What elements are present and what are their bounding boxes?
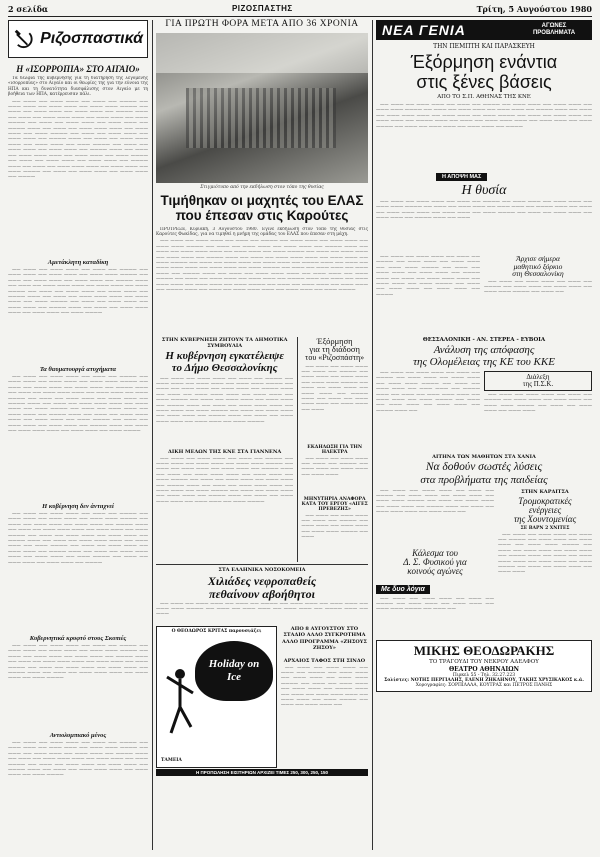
subhead-kyvernisi: Η κυβέρνηση δεν άντιιχνεί bbox=[42, 503, 114, 510]
ancient-tomb-headline: ΑΡΧΑΙΟΣ ΤΑΦΟΣ ΣΤΗ ΣΙΝΔΟ bbox=[283, 657, 366, 664]
nephro-kicker: ΣΤΑ ΕΛΛΗΝΙΚΑ ΝΟΣΟΚΟΜΕΙΑ bbox=[218, 566, 306, 573]
kne-school-box bbox=[484, 255, 592, 335]
skater-icon bbox=[163, 667, 197, 737]
ametakliti-body: —— ——— —— ——— ——— —— ——— —— ———— —— ——— ——— —— ——— ——— —— ——— ——— ———— —— ——— —— ——— ——— —— ——— ——— —— ———— ——— —— ——— —— ——— ——— ——— —— ——— ——— —— ——— ———— —— ——— —— ——— ——— —— ——— ——— —— ———— ——— —— ——— —— ——— ——— ——— —— ——— ——— —— ——— ———— —— ——— —— ——— ——— —— ——— ——— —— ———— ——— —— ——— —— ——— ——— ——— —— ——— ——— —— ——— ———— bbox=[8, 268, 148, 317]
karditsa-1: Τρομοκρατικές bbox=[518, 495, 572, 506]
banner-main: ΝΕΑ ΓΕΝΙΑ bbox=[382, 22, 466, 38]
karoutes-headline-1: Τιμήθηκαν οι μαχητές του ΕΛΑΣ bbox=[160, 192, 364, 208]
banner-sub: ΑΓΩΝΕΣ ΠΡΟΒΛΗΜΑΤΑ bbox=[532, 23, 576, 36]
psk-box bbox=[484, 371, 592, 453]
psk-body: —— ——— —— ——— ——— —— ——— —— ———— —— ——— ——— —— ——— ——— —— ——— ——— ———— —— ——— —— ——— ——— —— ——— ——— bbox=[484, 393, 592, 415]
subhead-antiolympiako: Αντιολυμπιακό μένος bbox=[49, 732, 107, 739]
kne-trial-body: —— ——— —— ——— ——— —— ——— —— ———— —— ——— ——— —— ——— ——— —— ——— ——— ———— —— ——— —— ——— ——— —— ——— ——— —— ———— ——— —— ——— —— ——— ——— ——— —— ——— ——— —— ——— ———— —— ——— —— ——— ——— —— ——— ——— —— ———— ——— —— ——— —— ——— ——— ——— —— ——— ——— —— ——— ———— —— ——— —— ——— ——— —— ——— ——— —— ———— ——— —— ——— —— ——— ——— ——— —— ——— ——— —— ——— ———— bbox=[156, 456, 294, 505]
students-body: —— ——— —— ——— ——— —— ——— —— ———— —— ——— ——— —— ——— ——— —— ——— ——— ———— —— ——— —— ——— ——— —— ——— ——— —— ———— ——— —— ——— —— ——— ——— ——— —— ——— ——— —— bbox=[376, 488, 494, 516]
nephro-headline-1: Χιλιάδες νεφροπαθείς bbox=[207, 573, 317, 588]
ad-tameia: ΤΑΜΕΙΑ bbox=[161, 757, 182, 763]
analysis-headline-1: Ανάλυση της απόφασης bbox=[433, 344, 535, 356]
ancient-tomb-body: —— ——— —— ——— ——— —— ——— —— ———— —— ——— ——— —— ——— ——— —— ——— ——— ———— —— ——— —— ——— ——— —— ——— ——— —— ———— ——— —— ——— —— ——— ——— ——— —— ——— ——— —— ——— ———— —— ——— —— ——— ——— —— bbox=[280, 665, 368, 709]
thysia-headline: Η θυσία bbox=[461, 183, 507, 198]
karoutes-photo bbox=[156, 33, 368, 183]
ilektra-body: —— ——— —— ——— ——— —— ——— —— ———— —— ——— ——— —— ——— ——— —— ——— ——— bbox=[301, 456, 368, 478]
bases-subkicker: ΑΠΟ ΤΟ Σ.Π. ΑΘΗΝΑΣ ΤΗΣ ΚΝΕ bbox=[437, 94, 531, 100]
ad-logo bbox=[195, 641, 273, 701]
kne-note-2: μαθητικό ξόρκιο bbox=[513, 261, 563, 271]
isorropia-headline: Η «ΙΣΟΡΡΟΠΙΑ» ΣΤΟ ΑΙΓΑΙΟ» bbox=[16, 64, 140, 74]
column-divider bbox=[372, 20, 373, 850]
subhead-kryfto: Κυβερνητικά κρυφτό στους Σκοπιές bbox=[29, 635, 127, 642]
page-number: 2 σελίδα bbox=[8, 4, 49, 14]
right-lower-row bbox=[376, 489, 592, 637]
column-right bbox=[376, 20, 592, 850]
column-center bbox=[156, 20, 368, 850]
kalesma-3: κοινούς αγώνες bbox=[407, 565, 463, 576]
subhead-ametakliti: Αμετάκλητη καταδίκη bbox=[47, 259, 109, 266]
header-rule bbox=[8, 16, 592, 17]
karditsa-sub: ΣΕ ΒΑΡΝ 2 ΧΝΙΤΕΣ bbox=[520, 525, 570, 531]
bases-headline-2: στις ξένες βάσεις bbox=[416, 72, 552, 92]
analysis-headline-2: της Ολομέλειας της ΚΕ του ΚΚΕ bbox=[413, 356, 555, 368]
nephro-story bbox=[156, 564, 368, 624]
theatre-choreo: Χορογραφίες: ΣΟΡΠΙΛΑΛΑ, ΚΟΥΤΡΑΣ και ΠΕΤΡΟΣ ΠΑΝΗΣ bbox=[415, 682, 553, 688]
analysis-body: —— ——— —— ——— ——— —— ——— —— ———— —— ——— ——— —— ——— ——— —— ——— ——— ———— —— ——— —— ——— ——— —— ——— ——— —— ———— ——— —— ——— —— ——— ——— ——— —— ——— ——— —— ——— ———— —— ——— —— ——— ——— —— ——— ——— —— ———— ——— —— bbox=[376, 371, 480, 414]
theatre-soloists: Σολίστες: ΝΟΤΗΣ ΠΕΡΓΙΑΛΗΣ, ΕΛΕΝΗ ΖΗΚΛΗΝΟΥ, ΤΑΚΗΣ ΧΡΥΣΙΚΑΚΟΣ κ.ά. bbox=[384, 677, 584, 683]
thessaloniki-headline-1: Η κυβέρνηση εγκατέλειψε bbox=[165, 349, 284, 362]
students-kicker: ΑΙΤΗΝΑ ΤΩΝ ΜΑΘΗΤΩΝ ΣΤΑ ΧΑΝΙΑ bbox=[432, 454, 536, 460]
nephro-body: —— ——— —— ——— ——— —— ——— —— ———— —— ——— ——— —— ——— ——— —— ——— ——— ———— —— ——— —— ——— ——— —— ——— ——— —— ———— ——— —— ——— bbox=[156, 601, 368, 618]
kryfto-body: —— ——— —— ——— ——— —— ——— —— ———— —— ——— ——— —— ——— ——— —— ——— ——— ———— —— ——— —— ——— ——— —— ——— ——— —— ———— ——— —— ——— —— ——— ——— ——— —— ——— ——— —— ——— ———— —— ——— —— ——— ——— —— ——— ——— —— ———— ——— —— ——— —— ——— ——— ——— —— ——— ——— —— ——— ———— bbox=[8, 644, 148, 682]
ilektra-headline: ΕΚΔΗΛΩΣΗ ΓΙΑ ΤΗΝ ΗΛΕΚΤΡΑ bbox=[307, 444, 363, 455]
column-rizospastika bbox=[8, 20, 148, 850]
issue-date: Τρίτη, 5 Αυγούστου 1980 bbox=[476, 4, 592, 14]
exormisi-headline-1: Έξόρμηση bbox=[316, 335, 353, 346]
kalesma-1: Κάλεσμα του bbox=[412, 547, 458, 558]
theodorakis-name: ΜΙΚΗΣ ΘΕΟΔΩΡΑΚΗΣ bbox=[413, 642, 555, 658]
bases-body: —— ——— —— ——— ——— —— ——— —— ———— —— ——— ——— —— ——— ——— —— ——— ——— ———— —— ——— —— ——— ——— —— ——— ——— —— ———— ——— —— ——— —— ——— ——— ——— —— ——— ——— —— ——— ———— —— ——— —— ——— ——— —— ——— ——— —— ———— ——— —— ——— —— ——— ——— ——— —— ——— ——— —— ——— ———— —— ——— —— ——— ——— —— ——— ——— —— ———— bbox=[376, 103, 592, 130]
kalesma-2: Δ. Σ. Φυσικού για bbox=[403, 556, 467, 567]
thessaloniki-headline-2: το Δήμο Θεσσαλονίκης bbox=[171, 361, 278, 374]
psk-2: της Π.Σ.Κ. bbox=[522, 380, 554, 388]
psk-lecture bbox=[484, 371, 592, 391]
region-kicker: ΘΕΣΣΑΛΟΝΙΚΗ - ΑΝ. ΣΤΕΡΕΑ - ΕΥΒΟΙΑ bbox=[422, 337, 546, 343]
preveza-headline: ΜΗΝΥΤΗΡΙΑ ΑΝΑΦΟΡΑ ΚΑΤΑ ΤΟΥ ΕΡΓΟΥ «ΑΙΓΕΣ ΠΡΕΒΕΖΗΣ» bbox=[301, 496, 368, 512]
atyximata-body: —— ——— —— ——— ——— —— ——— —— ———— —— ——— ——— —— ——— ——— —— ——— ——— ———— —— ——— —— ——— ——— —— ——— ——— —— ———— ——— —— ——— —— ——— ——— ——— —— ——— ——— —— ——— ———— —— ——— —— ——— ——— —— ——— ——— —— ———— ——— —— ——— —— ——— ——— ——— —— ——— ——— —— ——— ———— —— ——— —— ——— ——— —— ——— ——— —— ———— ——— —— ——— —— ——— ——— ——— —— ——— ——— —— ——— ———— —— ——— —— ——— ——— —— ——— ——— —— ———— ——— —— ——— —— ——— ——— ——— —— ——— ——— —— ——— ———— bbox=[8, 375, 148, 435]
right-mid-row-1 bbox=[376, 255, 592, 335]
short-news-label: Με δυο λόγια bbox=[376, 585, 430, 594]
kne-note-1: Άρχισε σήμερα bbox=[516, 254, 560, 263]
center-lower-block bbox=[156, 337, 368, 562]
nephro-headline-2: πεθαίνουν αβοήθητοι bbox=[209, 586, 315, 601]
exormisi-headline-3: του «Ριζοσπάστη» bbox=[305, 352, 365, 362]
photo-caption: Στιγμιότυπο από την εκδήλωση στον τόπο της θυσίας bbox=[200, 184, 324, 190]
isorropia-body: Τα δέλφια της κυβέρνησης για τη διατήρηση της λεγόμενης «ισορροπίας» στο Αιγαίο και οι θεωρίες της για την εύνοια της ΗΠΑ και τη δυνατότητα διασφάλισης στον Αιγαίο με τη βοήθεια των ΗΠΑ, κατέρρευσαν πάλι. —— ——— —— ——— ——— —— ——— —— ———— —— ——— ——— —— ——— ——— —— ——— ——— ———— —— ——— —— ——— ——— —— ——— ——— —— ———— ——— —— ——— —— ——— ——— ——— —— ——— ——— —— ——— ———— —— ——— —— ——— ——— —— ——— ——— —— ———— ——— —— ——— —— ——— ——— ——— —— ——— ——— —— ——— ———— —— ——— —— ——— ——— —— ——— ——— —— ———— ——— —— ——— —— ——— ——— ——— —— ——— ——— —— ——— ———— —— ——— —— ——— ——— —— ——— ——— —— ———— ——— —— ——— —— ——— ——— ——— —— ——— ——— —— ——— ———— —— ——— —— ——— ——— —— ——— ——— —— ———— ——— —— ——— —— ——— ——— ——— —— ——— ——— —— ——— ———— —— ——— —— ——— ——— —— ——— ——— —— ———— bbox=[8, 76, 148, 181]
masthead: ΡΙΖΟΣΠΑΣΤΗΣ bbox=[231, 4, 293, 13]
ad-strip: Η ΠΡΟΠΩΛΗΣΗ ΕΙΣΙΤΗΡΙΩΝ ΑΡΧΙΖΕΙ ΤΙΜΕΣ 250, 300, 250, 150 bbox=[156, 769, 368, 776]
short-news-body: —— ——— —— ——— ——— —— ——— —— ———— —— ——— ——— —— ——— ——— —— ——— ——— ———— —— ——— —— bbox=[376, 596, 494, 613]
kne-note-body: —— ——— —— ——— ——— —— ——— —— ———— —— ——— ——— —— ——— ——— —— ——— ——— ———— —— ——— —— bbox=[484, 279, 592, 296]
right-mid-row-2 bbox=[376, 371, 592, 453]
ad-title: Holiday on Ice bbox=[208, 658, 260, 683]
center-top-headline: ΓΙΑ ΠΡΩΤΗ ΦΟΡΑ ΜΕΤΑ ΑΠΟ 36 ΧΡΟΝΙΑ bbox=[165, 19, 359, 29]
karoutes-headline-2: που έπεσαν στις Καρούτες bbox=[175, 208, 349, 223]
bases-kicker: ΤΗΝ ΠΕΜΠΤΗ ΚΑΙ ΠΑΡΑΣΚΕΥΗ bbox=[433, 43, 535, 50]
karditsa-kicker: ΣΤΗΝ ΚΑΡΔΙΤΣΑ bbox=[521, 488, 569, 495]
center-bottom-block bbox=[156, 626, 368, 768]
thysia-body: —— ——— —— ——— ——— —— ——— —— ———— —— ——— ——— —— ——— ——— —— ——— ——— ———— —— ——— —— ——— ——— —— ——— ——— —— ———— ——— —— ——— —— ——— ——— ——— —— ——— ——— —— ——— ———— —— ——— —— ——— ——— —— ——— ——— —— ———— ——— —— ——— bbox=[376, 200, 592, 222]
karditsa-body: —— ——— —— ——— ——— —— ——— —— ———— —— ——— ——— —— ——— ——— —— ——— ——— ———— —— ——— —— ——— ——— —— ——— ——— —— ———— ——— —— ——— —— ——— ——— ——— —— ——— ——— —— ——— ———— —— ——— —— ——— ——— —— ——— ——— bbox=[498, 532, 592, 576]
subhead-atyximata: Τα θαυματουργά ατυχήματα bbox=[39, 366, 117, 373]
right-lower-left bbox=[376, 489, 494, 637]
nea-genia-banner bbox=[376, 20, 592, 40]
kne-note-3: στη Θεσσαλονίκη bbox=[512, 269, 564, 278]
column-divider bbox=[152, 20, 153, 850]
ad-footer: ΑΠΟ 8 ΑΥΓΟΥΣΤΟΥ ΣΤΟ ΣΤΑΔΙΟ ΑΛΛΟ ΣΥΓΚΡΟΤΗΜΑ ΑΛΛΟ ΠΡΟΓΡΑΜΜΑ «ΖΗΣΟΥΣ ΖΗΣΟΥ» bbox=[281, 625, 367, 651]
karditsa-3: της Χουντομενίας bbox=[513, 513, 577, 524]
karditsa-2: ενέργειες bbox=[528, 504, 562, 515]
theodorakis-work: ΤΟ ΤΡΑΓΟΥΔΙ ΤΟΥ ΝΕΚΡΟΥ ΑΔΕΛΦΟΥ bbox=[429, 658, 539, 665]
preveza-body: —— ——— —— ——— ——— —— ——— —— ———— —— ——— ——— —— ——— ——— —— ——— ——— ———— —— ——— bbox=[301, 513, 368, 541]
right-mid-body-left: —— ——— —— ——— ——— —— ——— —— ———— —— ——— ——— —— ——— ——— —— ——— ——— ———— —— ——— —— ——— ——— —— ——— ——— —— ———— ——— —— ——— —— ——— ——— ——— —— ——— ——— —— ——— ———— —— ——— —— ——— ——— —— ——— ——— —— ———— bbox=[376, 255, 480, 298]
apopsi-label: Η ΑΠΟΨΗ ΜΑΣ bbox=[436, 173, 487, 181]
thessaloniki-story bbox=[156, 337, 293, 562]
theodorakis-ad bbox=[376, 640, 592, 692]
bases-headline-1: Έξόρμηση ενάντια bbox=[410, 52, 558, 72]
antiolympiako-body: —— ——— —— ——— ——— —— ——— —— ———— —— ——— ——— —— ——— ——— —— ——— ——— ———— —— ——— —— ——— ——— —— ——— ——— —— ———— ——— —— ——— —— ——— ——— ——— —— ——— ——— —— ——— ———— —— ——— —— ——— ——— —— ——— ——— —— ———— ——— —— ——— —— ——— ——— ——— —— ——— ——— —— ——— ———— bbox=[8, 741, 148, 779]
hammer-sickle-icon bbox=[13, 28, 34, 50]
theatre-name: ΘΕΑΤΡΟ ΑΘΗΝΑΙΩΝ bbox=[448, 665, 520, 673]
exormisi-body: —— ——— —— ——— ——— —— ——— —— ———— —— ——— ——— —— ——— ——— —— ——— ——— ———— —— ——— —— ——— ——— —— ——— ——— —— ———— ——— —— ——— —— ——— ——— ——— —— ——— ——— —— ——— bbox=[301, 364, 368, 413]
students-headline-1: Να δοθούν σωστές λύσεις bbox=[425, 461, 543, 473]
exormisi-box bbox=[297, 337, 368, 562]
page-header bbox=[8, 4, 592, 16]
holiday-on-ice-ad bbox=[156, 626, 277, 768]
kyvernisi-body: —— ——— —— ——— ——— —— ——— —— ———— —— ——— ——— —— ——— ——— —— ——— ——— ———— —— ——— —— ——— ——— —— ——— ——— —— ———— ——— —— ——— —— ——— ——— ——— —— ——— ——— —— ——— ———— —— ——— —— ——— ——— —— ——— ——— —— ———— ——— —— ——— —— ——— ——— ——— —— ——— ——— —— ——— ———— —— ——— —— ——— ——— —— ——— ——— —— ———— ——— —— ——— —— ——— ——— ——— —— ——— ——— —— ——— ———— —— ——— —— ——— ——— —— ——— ——— —— ———— bbox=[8, 512, 148, 566]
thessaloniki-body: —— ——— —— ——— ——— —— ——— —— ———— —— ——— ——— —— ——— ——— —— ——— ——— ———— —— ——— —— ——— ——— —— ——— ——— —— ———— ——— —— ——— —— ——— ——— ——— —— ——— ——— —— ——— ———— —— ——— —— ——— ——— —— ——— ——— —— ———— ——— —— ——— —— ——— ——— ——— —— ——— ——— —— ——— ———— —— ——— —— ——— ——— —— ——— ——— —— ———— ——— —— ——— —— ——— ——— ——— —— ——— ——— —— ——— ———— bbox=[156, 376, 294, 425]
rizospastika-logo-box bbox=[8, 20, 148, 58]
exormisi-headline-2: για τη διάδοση bbox=[309, 344, 360, 354]
rizospastika-title: Ριζοσπαστικά bbox=[40, 30, 143, 47]
kne-trial-headline: ΔΙΚΗ ΜΕΛΩΝ ΤΗΣ ΚΝΕ ΣΤΑ ΓΙΑΝΝΕΝΑ bbox=[168, 448, 282, 455]
ad-info-column bbox=[281, 626, 368, 768]
psk-1: Διάλεξη bbox=[526, 373, 550, 381]
karoutes-body: ΠΡΟΤΡΕΞΕ, Κυριακή, 3 Αυγούστου 1980. Έγινε εκδήλωση στον τόπο της θυσίας στις Καρούτες Φωκίδας, για να τιμηθεί η μνήμη της ομάδας του ΕΛΑΣ που έπεσαν στη μάχη. —— ——— —— ——— ——— —— ——— —— ———— —— ——— ——— —— ——— ——— —— ——— ——— ———— —— ——— —— ——— ——— —— ——— ——— —— ———— ——— —— ——— —— ——— ——— ——— —— ——— ——— —— ——— ———— —— ——— —— ——— ——— —— ——— ——— —— ———— ——— —— ——— —— ——— ——— ——— —— ——— ——— —— ——— ———— —— ——— —— ——— ——— —— ——— ——— —— ———— ——— —— ——— —— ——— ——— ——— —— ——— ——— —— ——— ———— —— ——— —— ——— ——— —— ——— ——— —— ———— ——— —— ——— —— ——— ——— ——— —— ——— ——— —— ——— ———— —— ——— —— ——— ——— —— ——— ——— —— ———— ——— —— ——— —— ——— ——— ——— —— ——— ——— —— ——— ———— —— ——— —— ——— ——— —— ——— ——— —— ———— ——— —— ——— —— ——— ——— ——— —— ——— ——— —— ——— ———— bbox=[156, 226, 368, 293]
karditsa-box bbox=[498, 489, 592, 637]
thessaloniki-kicker: ΣΤΗΝ ΚΥΒΕΡΝΗΣΗ ΖΗΤΟΥΝ ΤΑ ΔΗΜΟΤΙΚΑ ΣΥΜΒΟΥΛΙΑ bbox=[161, 336, 288, 349]
ad-kicker: Ο ΘΕΟΔΩΡΟΣ ΚΡΙΤΑΣ παρουσιάζει bbox=[171, 628, 262, 634]
theatre-info: Πιρκελ 55 - Τηλ. 32.27.223 bbox=[452, 672, 516, 678]
students-headline-2: στα προβλήματα της παιδείας bbox=[420, 473, 548, 486]
